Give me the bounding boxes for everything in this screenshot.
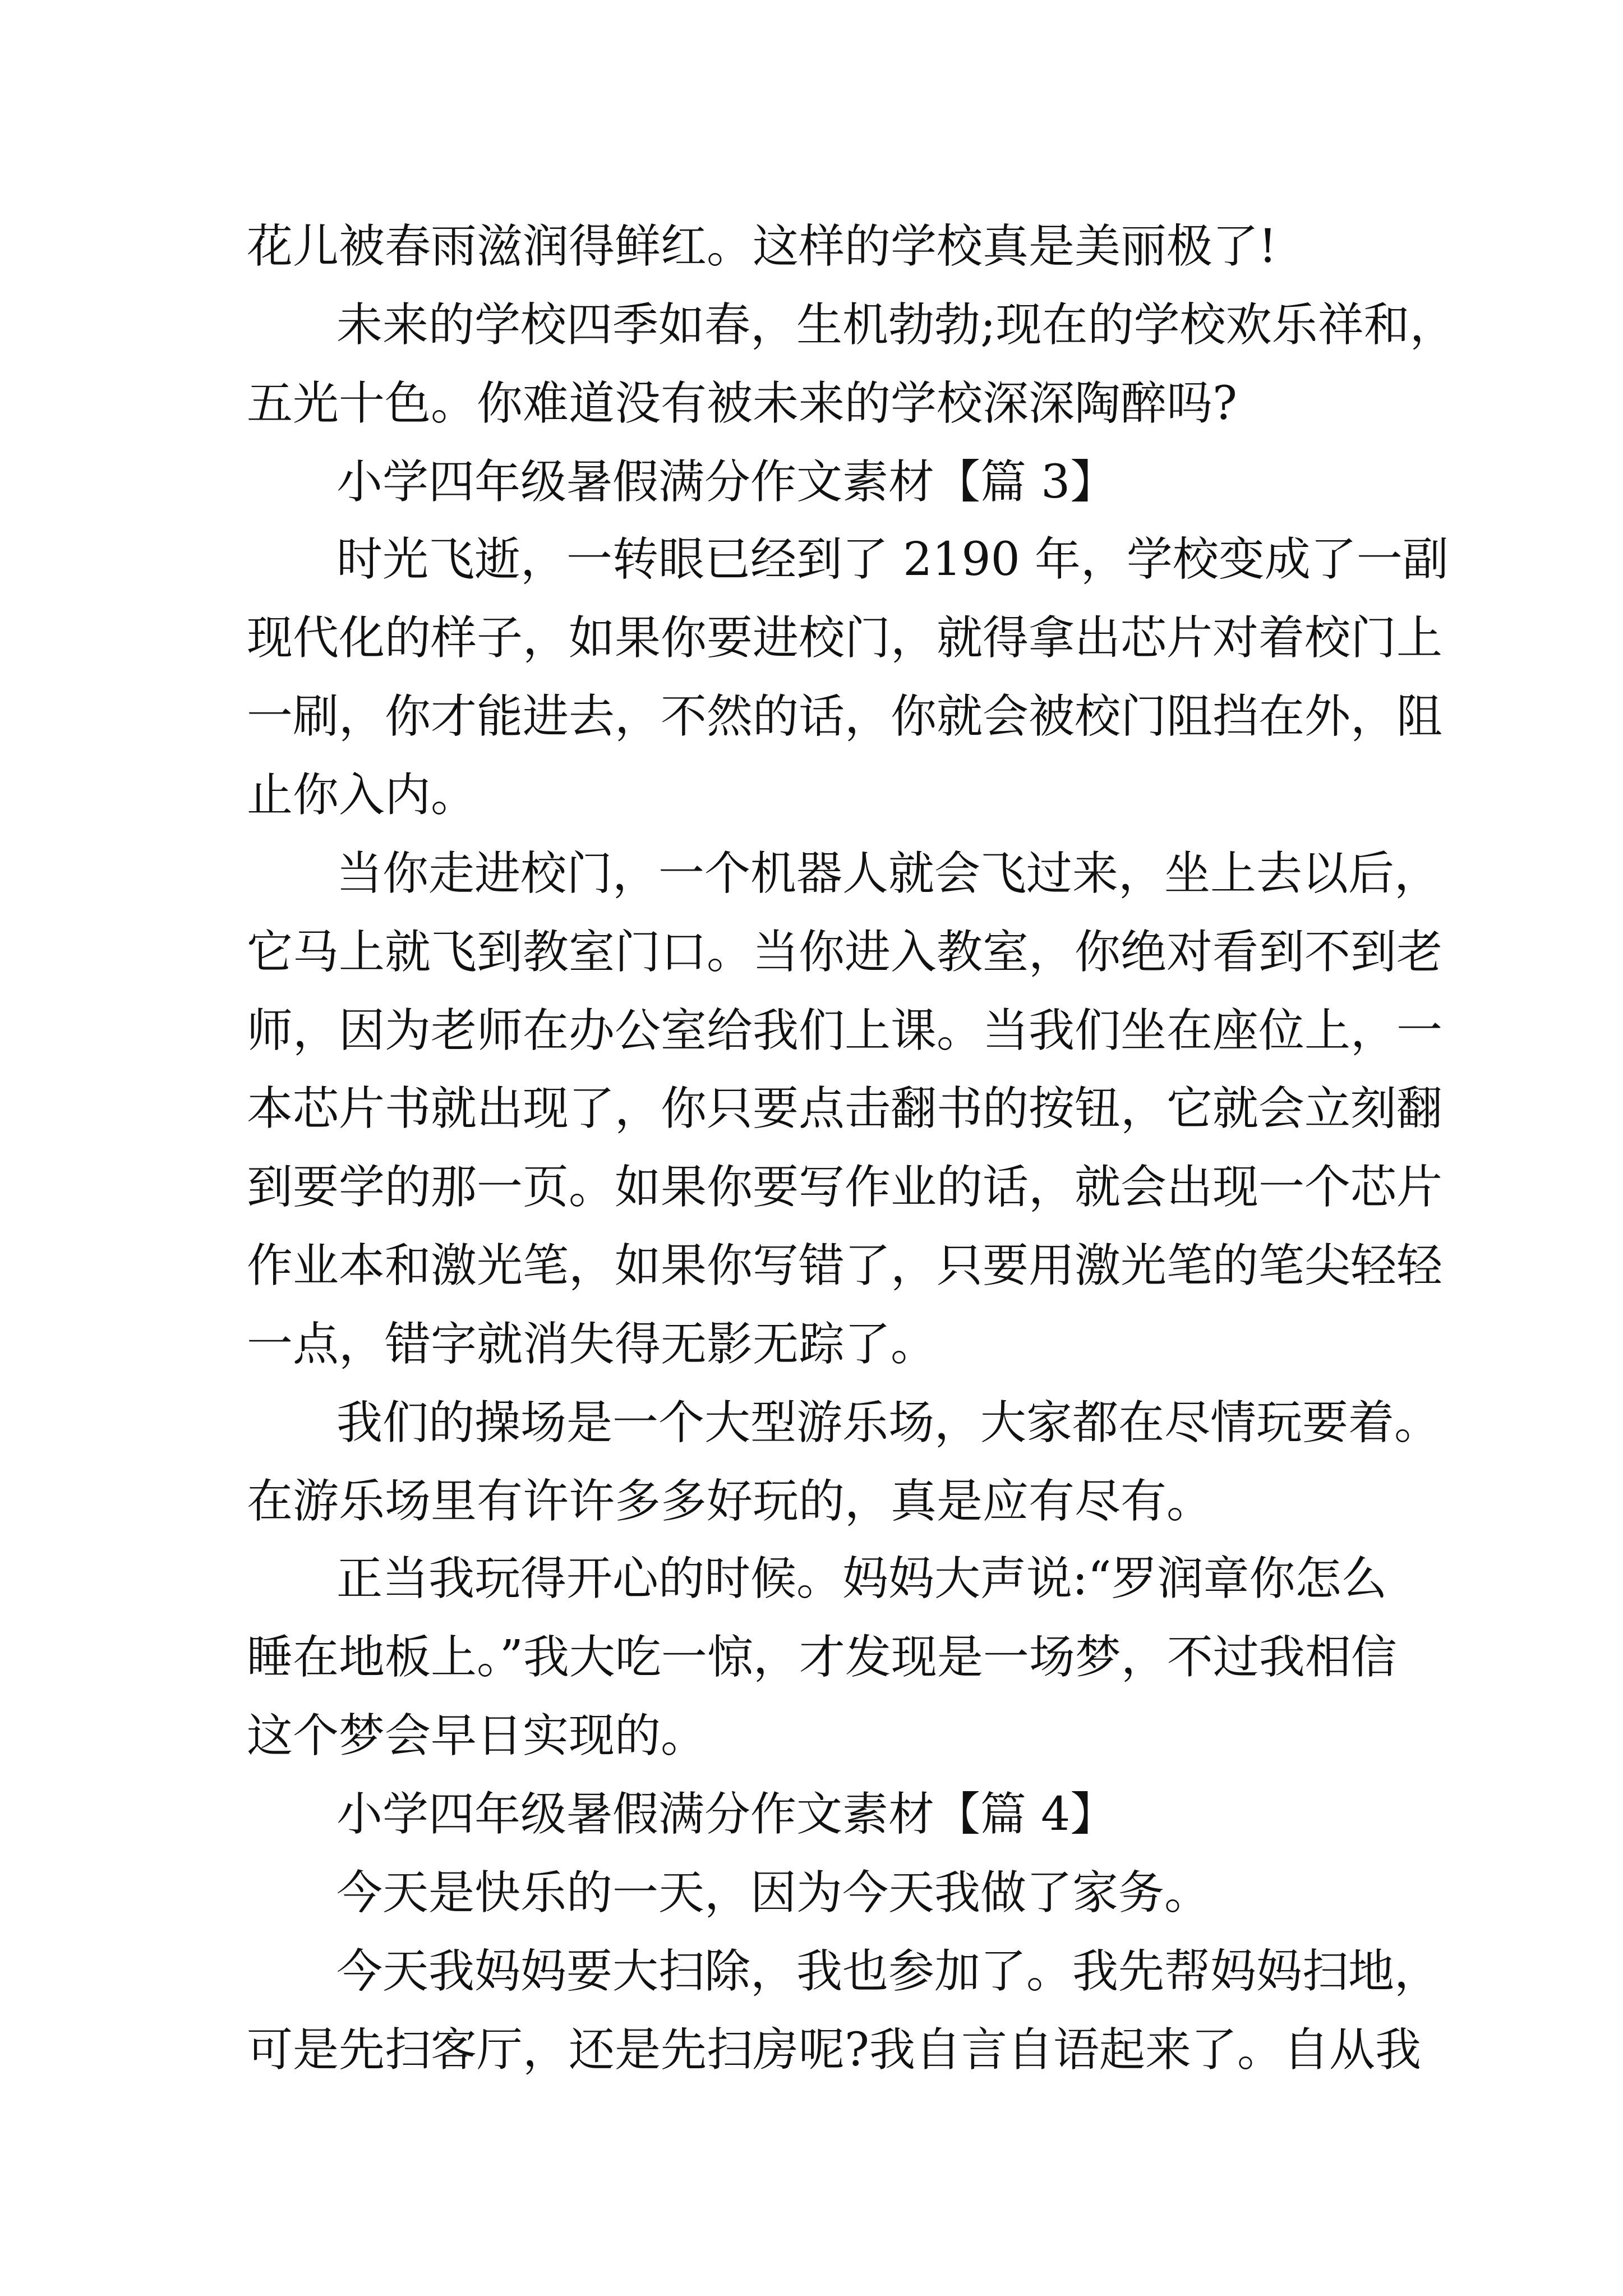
- body-line: 时光飞逝，一转眼已经到了 2190 年，学校变成了一副: [336, 533, 1449, 586]
- body-line: 我们的操场是一个大型游乐场，大家都在尽情玩要着。: [336, 1396, 1441, 1450]
- body-line: 今天我妈妈要大扫除，我也参加了。我先帮妈妈扫地，: [336, 1945, 1441, 1998]
- body-line: 今天是快乐的一天，因为今天我做了家务。: [336, 1866, 1211, 1920]
- body-line: 在游乐场里有许许多多好玩的，真是应有尽有。: [247, 1475, 1213, 1528]
- body-line: 它马上就飞到教室门口。当你进入教室，你绝对看到不到老: [247, 926, 1443, 979]
- body-line: 睡在地板上。”我大吃一惊，才发现是一场梦，不过我相信: [247, 1631, 1397, 1684]
- body-line: 五光十色。你难道没有被未来的学校深深陶醉吗?: [247, 377, 1237, 430]
- body-line: 师，因为老师在办公室给我们上课。当我们坐在座位上，一: [247, 1004, 1443, 1057]
- body-line: 一刷，你才能进去，不然的话，你就会被校门阻挡在外，阻: [247, 690, 1443, 743]
- body-line: 当你走进校门，一个机器人就会飞过来，坐上去以后，: [336, 847, 1441, 900]
- body-line: 可是先扫客厅，还是先扫房呢?我自言自语起来了。自从我: [247, 2023, 1421, 2077]
- body-line: 一点，错字就消失得无影无踪了。: [247, 1318, 937, 1371]
- section-heading: 小学四年级暑假满分作文素材【篇 4】: [336, 1788, 1117, 1841]
- body-line: 花儿被春雨滋润得鲜红。这样的学校真是美丽极了!: [247, 220, 1277, 273]
- body-line: 未来的学校四季如春，生机勃勃;现在的学校欢乐祥和，: [336, 298, 1456, 352]
- body-line: 现代化的样子，如果你要进校门，就得拿出芯片对着校门上: [247, 611, 1443, 665]
- section-heading: 小学四年级暑假满分作文素材【篇 3】: [336, 455, 1117, 509]
- body-line: 作业本和激光笔，如果你写错了，只要用激光笔的笔尖轻轻: [247, 1239, 1443, 1292]
- body-line: 这个梦会早日实现的。: [247, 1709, 707, 1763]
- body-line: 正当我玩得开心的时候。妈妈大声说:“罗润章你怎么: [336, 1552, 1387, 1605]
- body-line: 本芯片书就出现了，你只要点击翻书的按钮，它就会立刻翻: [247, 1082, 1443, 1135]
- body-line: 到要学的那一页。如果你要写作业的话，就会出现一个芯片: [247, 1161, 1443, 1214]
- body-line: 止你入内。: [247, 769, 477, 822]
